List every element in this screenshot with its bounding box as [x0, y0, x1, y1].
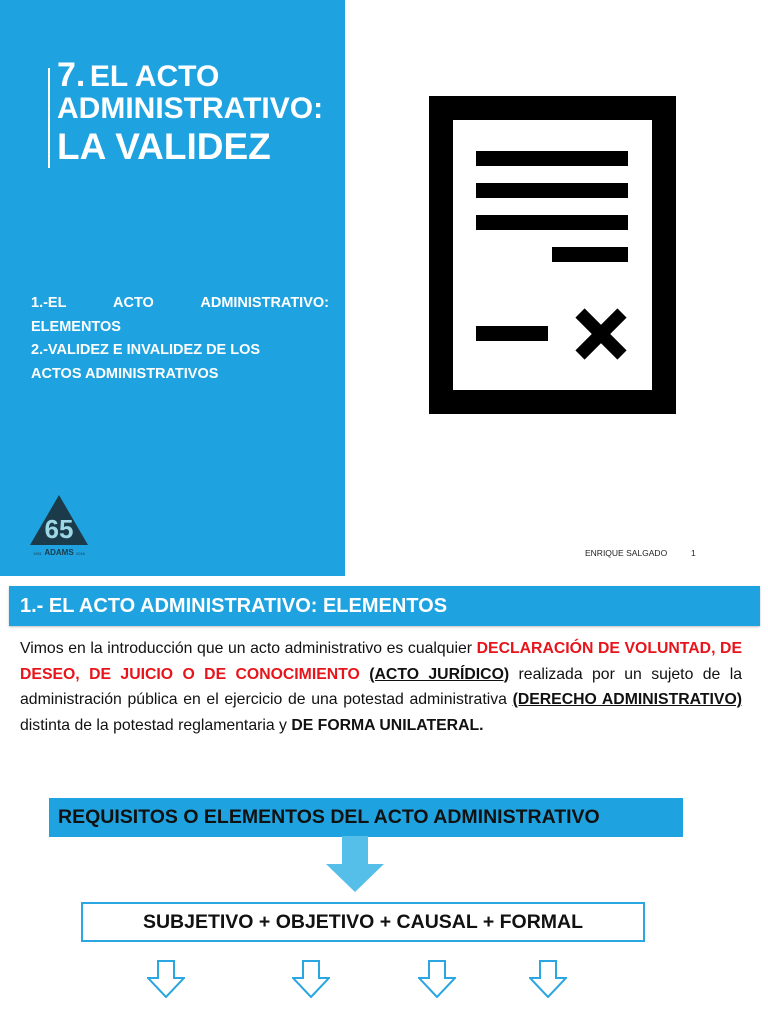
title-accent-bar [48, 68, 50, 168]
slide-title [57, 58, 323, 165]
slide-2 [0, 576, 768, 1024]
footer-author: ENRIQUE SALGADO [585, 548, 668, 558]
document-rejected-icon [429, 96, 676, 414]
down-arrow-outline-icon [418, 960, 456, 998]
toc-item-1-cont: ELEMENTOS [31, 318, 121, 335]
adams-logo [28, 493, 90, 559]
logo-year-right: 2016 [76, 551, 85, 556]
para-derecho-administrativo: (DERECHO ADMINISTRATIVO) [512, 691, 742, 708]
down-arrow-icon [326, 836, 384, 892]
para-acto-juridico: (ACTO JURÍDICO) [369, 665, 510, 683]
para-text: distinta de la potestad reglamentaria y [20, 716, 292, 734]
para-unilateral: DE FORMA UNILATERAL. [291, 716, 484, 734]
section-header: 1.- EL ACTO ADMINISTRATIVO: ELEMENTOS [9, 586, 760, 626]
down-arrow-outline-icon [147, 960, 185, 998]
toc-item-2: 2.-VALIDEZ E INVALIDEZ DE LOS [31, 342, 261, 358]
title-line-2: ADMINISTRATIVO: [57, 92, 324, 125]
toc-item-1-part: 1.-EL [31, 295, 67, 311]
para-text: realizada por un sujeto de la administración pública en el ejercicio de una potestad administrativa [20, 665, 743, 708]
down-arrow-outline-icon [529, 960, 567, 998]
toc-item-1-part: ADMINISTRATIVO: [200, 295, 329, 311]
intro-paragraph [20, 636, 742, 738]
para-highlight: DECLARACIÓN DE VOLUNTAD, DE DESEO, DE JUICIO O DE CONOCIMIENTO [20, 640, 743, 683]
para-text: Vimos en la introducción que un acto administrativo es cualquier [20, 640, 477, 657]
toc-item-2-cont: ACTOS ADMINISTRATIVOS [31, 365, 219, 382]
logo-number: 65 [44, 514, 74, 544]
logo-name: ADAMS [44, 548, 74, 557]
down-arrow-outline-icon [292, 960, 330, 998]
requisitos-heading: REQUISITOS O ELEMENTOS DEL ACTO ADMINISTRATIVO [49, 798, 683, 837]
footer-page-number: 1 [691, 548, 696, 558]
table-of-contents [31, 292, 329, 386]
para-text [360, 666, 369, 683]
toc-item-1-part: ACTO [113, 295, 154, 311]
logo-year-left: 1951 [33, 551, 42, 556]
toc-item-1 [31, 292, 329, 316]
title-line-3: LA VALIDEZ [57, 126, 271, 167]
title-line-1: EL ACTO [89, 60, 220, 93]
title-panel [0, 0, 345, 576]
title-number: 7. [57, 56, 86, 94]
elements-formula: SUBJETIVO + OBJETIVO + CAUSAL + FORMAL [81, 902, 645, 942]
